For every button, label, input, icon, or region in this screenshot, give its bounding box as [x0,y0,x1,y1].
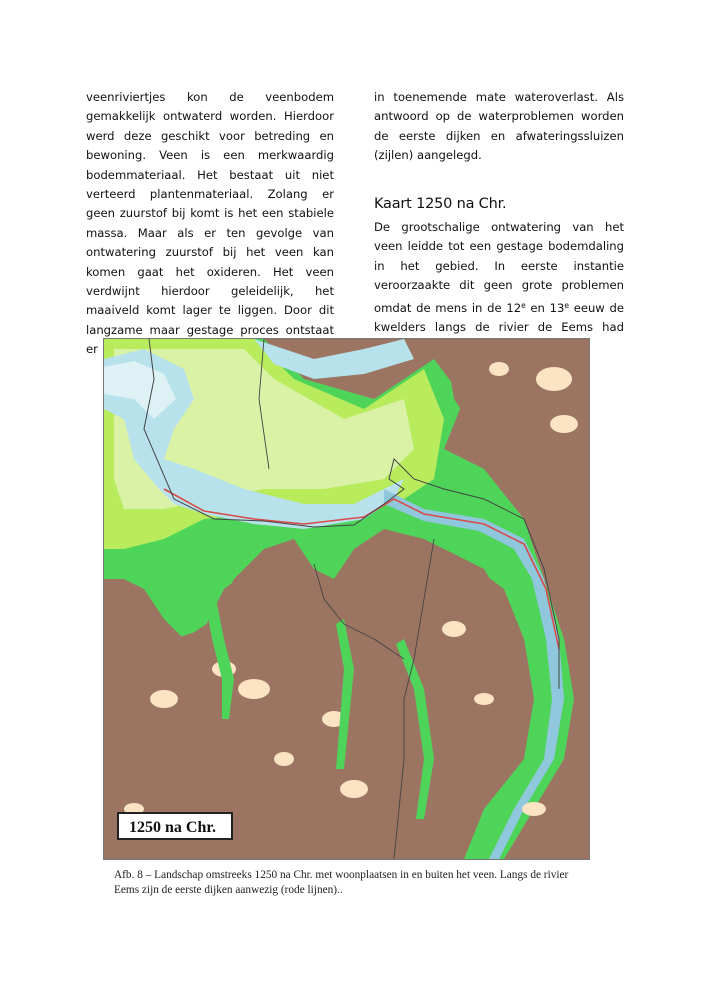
body-paragraph: De grootschalige ontwatering van het veen leidde tot een gestage bodemdaling in het gebied. In eerste instantie veroorzaakte dit geen grote problemen omdat de mens in de 12e en 13e eeuw de kwelders langs de rivier de Eems had [374,220,624,335]
text-column-right [374,88,624,357]
body-paragraph: veenriviertjes kon de veenbodem gemakkelijk ontwaterd worden. Hierdoor werd deze geschikt voor betreding en bewoning. Veen is een merkwaardig bodemmateriaal. Het bestaat uit niet verteerd plantenmateriaal. Zolang er geen zuurstof bij komt is het een stabiele massa. Maar als er ten gevolge van ontwatering zuurstof bij het veen kan komen gaat het oxideren. Het veen verdwijnt hierdoor geleidelijk, het maaiveld komt lager te liggen. Door dit langzame maar gestage proces ontstaat er [86,90,334,357]
map-year-label: 1250 na Chr. [117,812,233,840]
map-graphic [104,339,589,859]
landscape-map [103,338,590,860]
body-paragraph: in toenemende mate wateroverlast. Als antwoord op de waterproblemen worden de eerste dijken en afwateringssluizen (zijlen) aangelegd. [374,90,624,163]
section-heading: Kaart 1250 na Chr. [374,195,507,212]
figure-caption: Afb. 8 – Landschap omstreeks 1250 na Chr. met woonplaatsen in en buiten het veen. Langs de rivier Eems zijn de eerste dijken aanwezig (rode lijnen).. [114,869,569,896]
text-column-left [86,88,334,360]
